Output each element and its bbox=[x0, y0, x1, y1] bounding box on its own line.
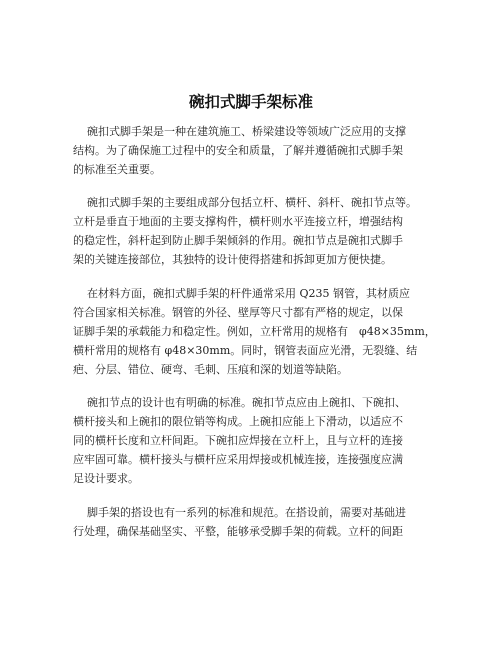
paragraph-5-line-2: 行处理，确保基础坚实、平整，能够承受脚手架的荷载。立杆的间距 bbox=[73, 525, 403, 538]
paragraph-4-line-4: 应牢固可靠。横杆接头与横杆应采用焊接或机械连接，连接强度应满 bbox=[73, 453, 403, 466]
paragraph-3-line-2: 符合国家相关标准。钢管的外径、壁厚等尺寸都有严格的规定，以保 bbox=[73, 306, 403, 319]
paragraph-3-line-4: 横杆常用的规格有 φ48×30mm。同时，钢管表面应光滑，无裂缝、结 bbox=[73, 344, 418, 357]
paragraph-5-line-1: 脚手架的搭设也有一系列的标准和规范。在搭设前，需要对基础进 bbox=[87, 506, 406, 519]
paragraph-1-line-1: 碗扣式脚手架是一种在建筑施工、桥梁建设等领域广泛应用的支撑 bbox=[87, 125, 406, 138]
paragraph-2-line-1: 碗扣式脚手架的主要组成部分包括立杆、横杆、斜杆、碗扣节点等。 bbox=[87, 196, 417, 209]
paragraph-1-line-2: 结构。为了确保施工过程中的安全和质量，了解并遵循碗扣式脚手架 bbox=[73, 144, 403, 157]
paragraph-2-line-2: 立杆是垂直于地面的主要支撑构件，横杆则水平连接立杆，增强结构 bbox=[73, 215, 403, 228]
paragraph-3-line-5: 疤、分层、错位、硬弯、毛刺、压痕和深的划道等缺陷。 bbox=[73, 363, 348, 376]
paragraph-4-line-3: 同的横杆长度和立杆间距。下碗扣应焊接在立杆上，且与立杆的连接 bbox=[73, 434, 403, 447]
document-title: 碗扣式脚手架标准 bbox=[188, 93, 313, 111]
paragraph-4-line-1: 碗扣节点的设计也有明确的标准。碗扣节点应由上碗扣、下碗扣、 bbox=[87, 396, 406, 409]
paragraph-3-line-3: 证脚手架的承载能力和稳定性。例如，立杆常用的规格有 φ48×35mm， bbox=[73, 325, 436, 338]
paragraph-2-line-4: 架的关键连接部位，其独特的设计使得搭建和拆卸更加方便快捷。 bbox=[73, 253, 392, 266]
paragraph-2-line-3: 的稳定性，斜杆起到防止脚手架倾斜的作用。碗扣节点是碗扣式脚手 bbox=[73, 234, 403, 247]
paragraph-1-line-3: 的标准至关重要。 bbox=[73, 163, 161, 176]
paragraph-4-line-5: 足设计要求。 bbox=[73, 472, 139, 485]
paragraph-4-line-2: 横杆接头和上碗扣的限位销等构成。上碗扣应能上下滑动，以适应不 bbox=[73, 415, 403, 428]
paragraph-3-line-1: 在材料方面，碗扣式脚手架的杆件通常采用 Q235 钢管，其材质应 bbox=[87, 287, 411, 300]
